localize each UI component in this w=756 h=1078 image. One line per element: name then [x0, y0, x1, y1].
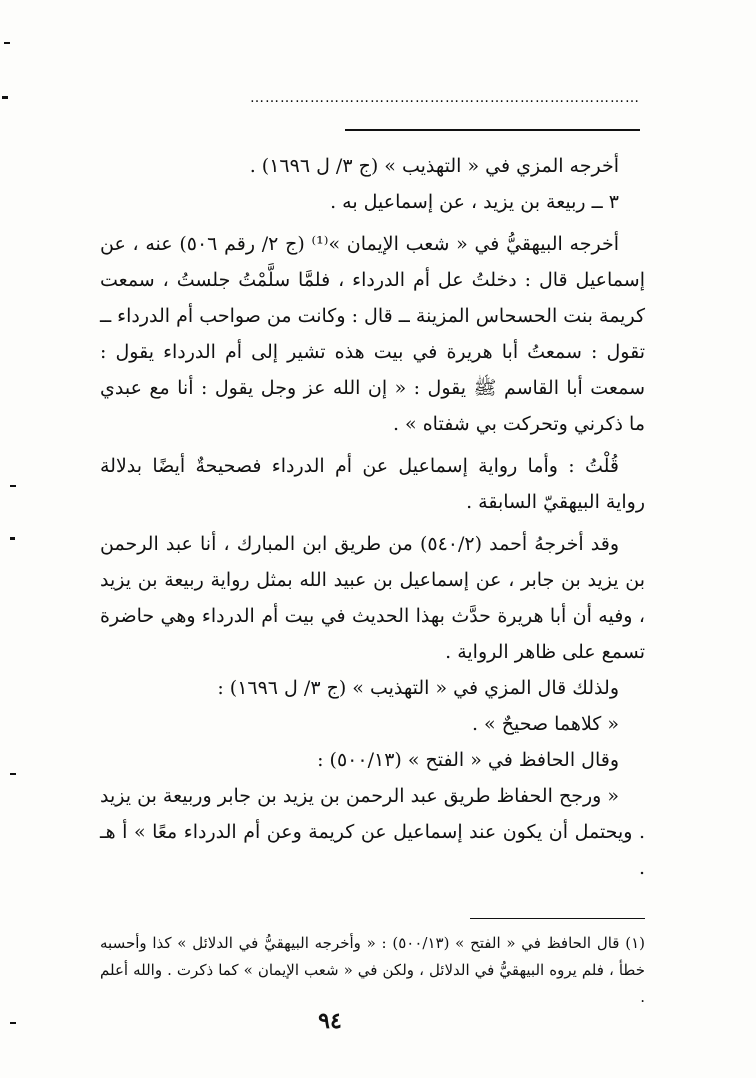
- paragraph: ٣ ــ ربيعة بن يزيد ، عن إسماعيل به .: [330, 191, 619, 213]
- paragraph: أخرجه البيهقيُّ في « شعب الإيمان »⁽¹⁾ (ج ٢/ رقم ٥٠٦) عنه ، عن إسماعيل قال : دخلتُ عل أم الدرداء ، فلمَّا سلَّمْتُ جلستُ ، سمعت كريمة بنت الحسحاس المزينة ــ قال : وكانت من صواحب أم الدرداء ــ تقول : سمعتُ أبا هريرة في بيت هذه تشير إلى أم الدرداء يقول : سمعت أبا القاسم ﷺ يقول : « إن الله عز وجل يقول : أنا مع عبدي ما ذكرني وتحركت بي شفتاه » .: [100, 233, 645, 435]
- header-dotted-line: ……………………………………………………………………: [250, 90, 640, 106]
- footnote-rule: [470, 918, 645, 919]
- margin-mark: [2, 96, 8, 99]
- margin-mark: [4, 42, 10, 44]
- main-text: [100, 148, 645, 886]
- header-rule: [345, 129, 640, 131]
- quote: « ورجح الحفاظ طريق عبد الرحمن بن يزيد بن جابر وربيعة بن يزيد . ويحتمل أن يكون عند إسماعيل عن كريمة وعن أم الدرداء معًا » أ هـ .: [100, 785, 645, 879]
- footnote-text: (١) قال الحافظ في « الفتح » (٥٠٠/١٣) : « وأخرجه البيهقيُّ في الدلائل » كذا وأحسبه خطأ ، فلم يروه البيهقيُّ في الدلائل ، ولكن في « شعب الإيمان » كما ذكرت . والله أعلم .: [100, 934, 645, 1006]
- footnote: [100, 930, 645, 1011]
- margin-mark: [10, 537, 15, 540]
- page-number: ٩٤: [318, 1008, 342, 1034]
- quote: « كلاهما صحيحٌ » .: [471, 713, 619, 735]
- margin-mark: [10, 485, 16, 487]
- paragraph: ولذلك قال المزي في « التهذيب » (ج ٣/ ل ١٦٩٦) :: [217, 677, 619, 699]
- paragraph: وقد أخرجهُ أحمد (٥٤٠/٢) من طريق ابن المبارك ، أنا عبد الرحمن بن يزيد بن جابر ، عن إسماعيل بن عبيد الله بمثل رواية ربيعة بن يزيد ، وفيه أن أبا هريرة حدَّث بهذا الحديث في بيت أم الدرداء وهي حاضرة تسمع على ظاهر الرواية .: [100, 533, 645, 663]
- paragraph: قُلْتُ : وأما رواية إسماعيل عن أم الدرداء فصحيحةٌ أيضًا بدلالة رواية البيهقيّ السابقة .: [100, 455, 645, 513]
- margin-mark: [10, 1022, 16, 1024]
- paragraph: أخرجه المزي في « التهذيب » (ج ٣/ ل ١٦٩٦) .: [249, 155, 619, 177]
- paragraph: وقال الحافظ في « الفتح » (٥٠٠/١٣) :: [317, 749, 619, 771]
- margin-mark: [10, 773, 16, 775]
